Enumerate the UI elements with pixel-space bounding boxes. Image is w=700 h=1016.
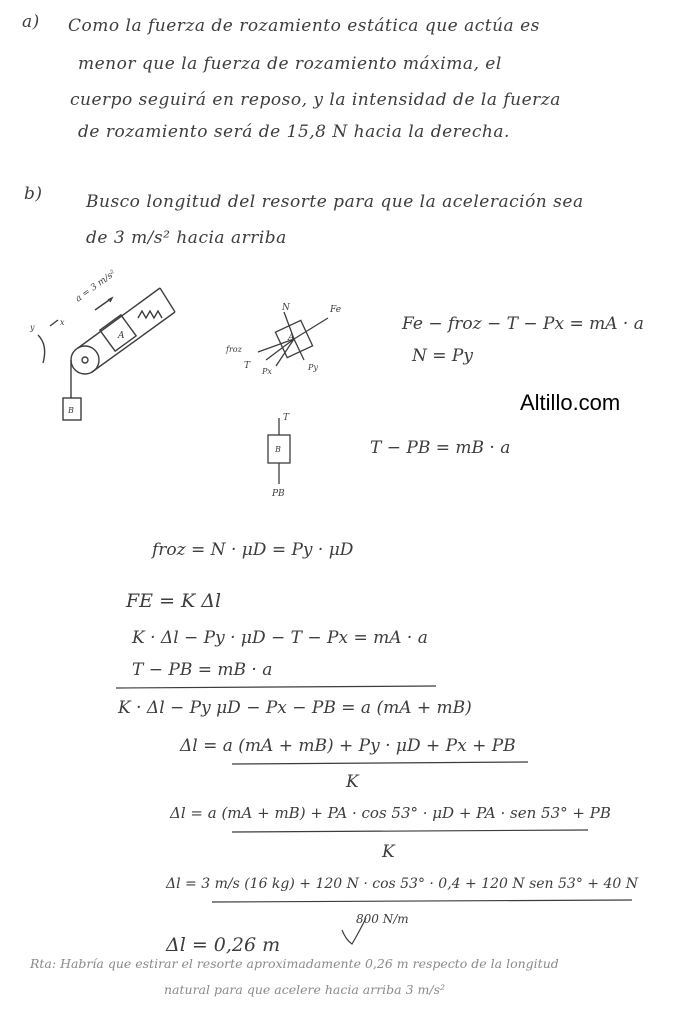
delta-l-2-num: Δl = a (mA + mB) + PA · cos 53° · μD + PA · sen 53° + PB (170, 804, 611, 822)
fbd-a-n: N (282, 303, 290, 313)
part-a-line-4: de rozamiento será de 15,8 N hacia la derecha. (78, 122, 510, 142)
fbd-a-eq-1: Fe − froz − T − Px = mA · a (402, 314, 644, 334)
fbd-a-froz: froz (226, 345, 242, 354)
delta-l-1-den: K (346, 772, 359, 792)
delta-l-3-den: 800 N/m (356, 912, 409, 926)
fraction-bar-1 (232, 762, 528, 764)
delta-l-1-num: Δl = a (mA + mB) + Py · μD + Px + PB (180, 736, 516, 756)
diagram-block-a: A (118, 331, 125, 341)
accel-label: a = 3 m/s² (73, 268, 118, 305)
axis-y-label: y (30, 323, 35, 332)
fbd-b-eq: T − PB = mB · a (370, 438, 511, 458)
sum-eq: K · Δl − Py μD − Px − PB = a (mA + mB) (118, 698, 472, 718)
fbd-b-t: T (283, 413, 290, 423)
fbd-a-px: Px (262, 367, 272, 376)
system-eq-1: K · Δl − Py · μD − T − Px = mA · a (132, 628, 428, 648)
answer-line-2: natural para que acelere hacia arriba 3 m/s² (164, 982, 446, 997)
delta-l-3-num: Δl = 3 m/s (16 kg) + 120 N · cos 53° · 0,4 + 120 N sen 53° + 40 N (166, 876, 638, 892)
part-b-line-1: Busco longitud del resorte para que la aceleración sea (86, 192, 584, 212)
part-a-line-3: cuerpo seguirá en reposo, y la intensidad de la fuerza (70, 90, 561, 110)
fraction-bar-3 (212, 900, 632, 902)
fraction-bar-2 (232, 830, 588, 832)
fbd-b-block: B (275, 445, 281, 454)
fbd-b-p: PB (272, 489, 285, 499)
fbd-a-py: Py (308, 363, 318, 372)
watermark: Altillo.com (520, 390, 621, 415)
system-sum-line (116, 686, 436, 688)
diagram-block-b: B (68, 406, 74, 415)
part-a-line-1: Como la fuerza de rozamiento estática que actúa es (68, 16, 540, 36)
fe-eq: FE = K Δl (126, 590, 222, 612)
part-a-line-2: menor que la fuerza de rozamiento máxima, el (78, 54, 502, 74)
answer-line-1: Rta: Habría que estirar el resorte aproximadamente 0,26 m respecto de la longitud (30, 956, 559, 971)
part-b-marker: b) (24, 184, 43, 204)
fbd-a-fe: Fe (330, 305, 342, 315)
part-a-marker: a) (22, 12, 40, 32)
system-eq-2: T − PB = mB · a (132, 660, 273, 680)
axis-x-label: x (60, 318, 65, 327)
part-b-line-2: de 3 m/s² hacia arriba (86, 228, 287, 248)
incline-diagram (38, 288, 175, 420)
fbd-a-t: T (244, 361, 251, 371)
froz-eq: froz = N · μD = Py · μD (152, 540, 354, 560)
fbd-a-eq-2: N = Py (412, 346, 473, 366)
fbd-a-block: A (288, 333, 295, 343)
delta-l-2-den: K (382, 842, 395, 862)
result-eq: Δl = 0,26 m (166, 934, 281, 956)
